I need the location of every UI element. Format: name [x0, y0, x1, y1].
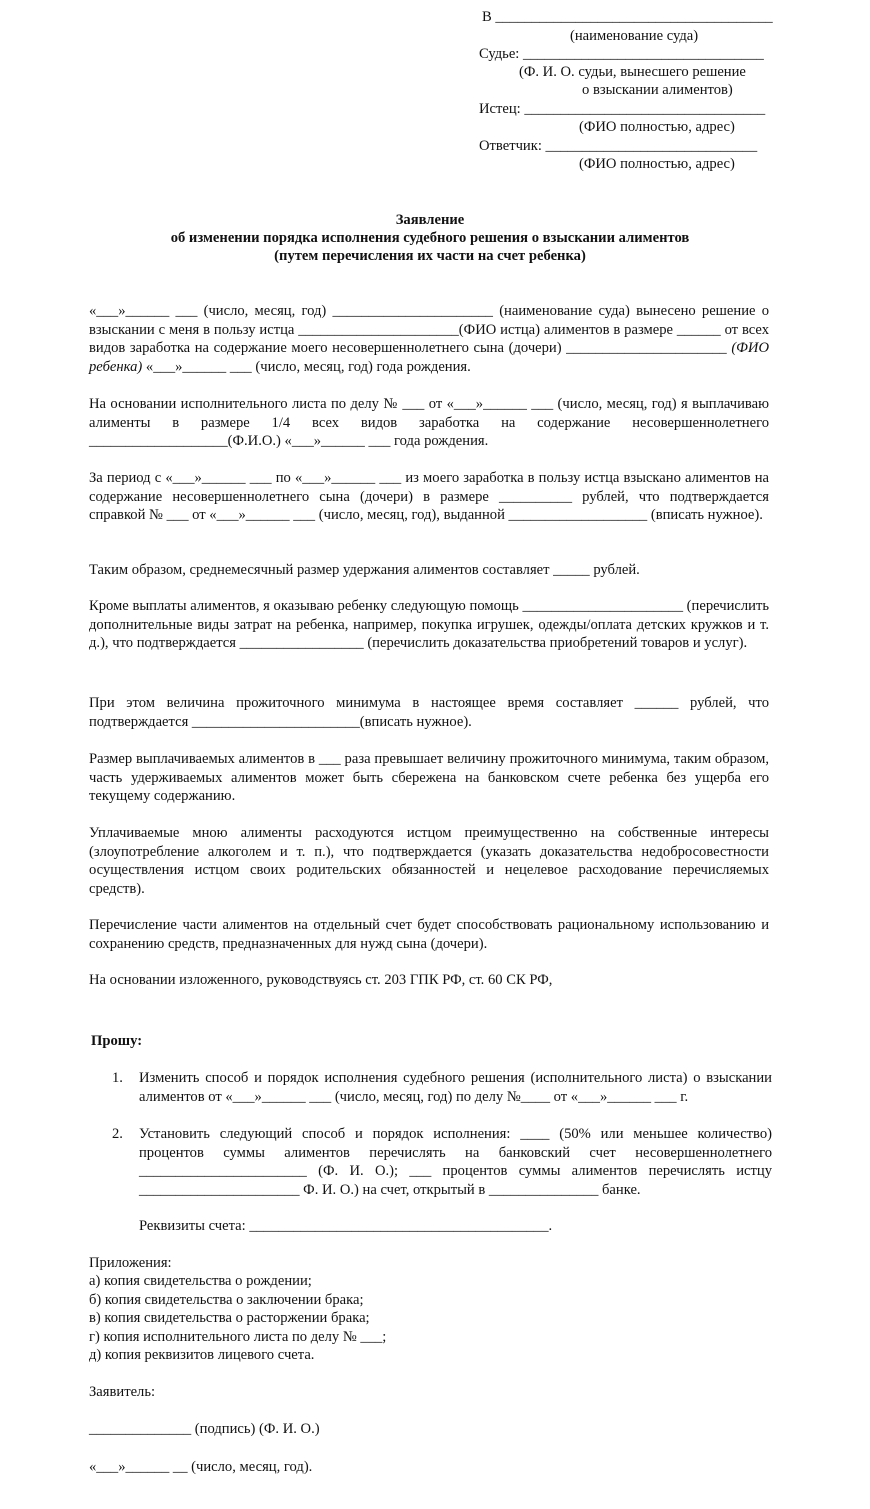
plaintiff-hint: (ФИО полностью, адрес)	[579, 119, 735, 135]
attachment-item: б) копия свидетельства о заключении брака;	[89, 1292, 364, 1308]
attachment-item: г) копия исполнительного листа по делу № ___;	[89, 1329, 387, 1345]
attachment-item: в) копия свидетельства о расторжении брака;	[89, 1310, 370, 1326]
paragraph-misuse: Уплачиваемые мною алименты расходуются истцом преимущественно на собственные интересы (злоупотребление алкоголем и т. п.), что подтверждается (указать доказательства недобросовестности осуществления истцом своих родительских обязанностей и нецелевое расходование перечисляемых средств).	[89, 825, 769, 897]
paragraph-decision-italic: (ФИО ребенка)	[89, 340, 769, 375]
paragraph-period: За период с «___»______ ___ по «___»______ ___ из моего заработка в пользу истца взыскано алиментов на содержание несовершеннолетнего сына (дочери) в размере __________ рублей, что подтверждается справкой № ___ от «___»______ ___ (число, месяц, год), выданной ___________________ (вписать нужное).	[89, 470, 769, 523]
account-details: Реквизиты счета: _________________________________________.	[139, 1218, 553, 1234]
paragraph-writ: На основании исполнительного листа по делу № ___ от «___»______ ___ (число, месяц, год) я выплачиваю алименты в размере 1/4 всех видов заработка на содержание несовершеннолетнего ___________________(Ф.И.О.) «___»______ ___ года рождения.	[89, 396, 769, 449]
court-field: В ______________________________________	[482, 9, 773, 25]
paragraph-help: Кроме выплаты алиментов, я оказываю ребенку следующую помощь ______________________ (перечислить дополнительные виды затрат на ребенка, например, покупка игрушек, одежды/оплата детских кружков и т. д.), что подтверждается _________________ (перечислить доказательства приобретений товаров и услуг).	[89, 598, 769, 651]
request-item-1-text: Изменить способ и порядок исполнения судебного решения (исполнительного листа) о взыскании алиментов от «___»______ ___ (число, месяц, год) по делу №____ от «___»______ ___ г.	[139, 1070, 772, 1105]
applicant-label: Заявитель:	[89, 1384, 156, 1400]
paragraph-legal-basis: На основании изложенного, руководствуясь ст. 203 ГПК РФ, ст. 60 СК РФ,	[89, 972, 553, 988]
attachment-item: д) копия реквизитов лицевого счета.	[89, 1347, 315, 1363]
paragraph-decision-text: «___»______ ___ (число, месяц, год) ______________________ (наименование суда) вынесено решение о взыскании с меня в пользу истца ______________________(ФИО истца) алиментов в размере ______ от всех видов заработка на содержание моего несовершеннолетнего сына (дочери) ______________________	[89, 303, 769, 356]
request-item-2	[112, 1125, 772, 1199]
title-line-3: (путем перечисления их части на счет ребенка)	[274, 248, 586, 264]
plaintiff-field: Истец: _________________________________	[479, 101, 766, 117]
attachments-heading: Приложения:	[89, 1255, 172, 1271]
title-line-1: Заявление	[395, 212, 465, 228]
defendant-field: Ответчик: _____________________________	[479, 138, 758, 154]
paragraph-minimum: При этом величина прожиточного минимума в настоящее время составляет ______ рублей, что подтверждается _______________________(вписать нужное).	[89, 695, 769, 730]
judge-hint-1: (Ф. И. О. судьи, вынесшего решение	[519, 64, 746, 80]
court-hint: (наименование суда)	[570, 28, 699, 44]
defendant-hint: (ФИО полностью, адрес)	[579, 156, 735, 172]
paragraph-average: Таким образом, среднемесячный размер удержания алиментов составляет _____ рублей.	[89, 562, 640, 578]
attachment-item: а) копия свидетельства о рождении;	[89, 1273, 312, 1289]
request-item-2-text: Установить следующий способ и порядок исполнения: ____ (50% или меньшее количество) процентов суммы алиментов перечислять на банковский счет несовершеннолетнего _______________________ (Ф. И. О.); ___ процентов суммы алиментов перечислять истцу ______________________ Ф. И. О.) на счет, открытый в _______________ банке.	[139, 1126, 772, 1198]
request-item-1-number: 1.	[112, 1070, 123, 1086]
judge-hint-2: о взыскании алиментов)	[582, 82, 733, 98]
paragraph-decision	[89, 302, 769, 376]
signature-line: ______________ (подпись) (Ф. И. О.)	[89, 1421, 320, 1437]
date-line: «___»______ __ (число, месяц, год).	[89, 1459, 313, 1475]
request-heading: Прошу:	[91, 1033, 143, 1049]
paragraph-excess: Размер выплачиваемых алиментов в ___ раза превышает величину прожиточного минимума, таким образом, часть удерживаемых алиментов может быть сбережена на банковском счете ребенка без ущерба его текущему содержанию.	[89, 751, 769, 804]
title-line-2: об изменении порядка исполнения судебного решения о взыскании алиментов	[170, 230, 690, 246]
paragraph-decision-tail: «___»______ ___ (число, месяц, год) года рождения.	[145, 358, 471, 375]
request-item-2-number: 2.	[112, 1126, 123, 1142]
request-item-1	[112, 1069, 772, 1106]
paragraph-account-purpose: Перечисление части алиментов на отдельный счет будет способствовать рациональному использованию и сохранению средств, предназначенных для нужд сына (дочери).	[89, 917, 769, 952]
judge-field: Судье: _________________________________	[479, 46, 764, 62]
